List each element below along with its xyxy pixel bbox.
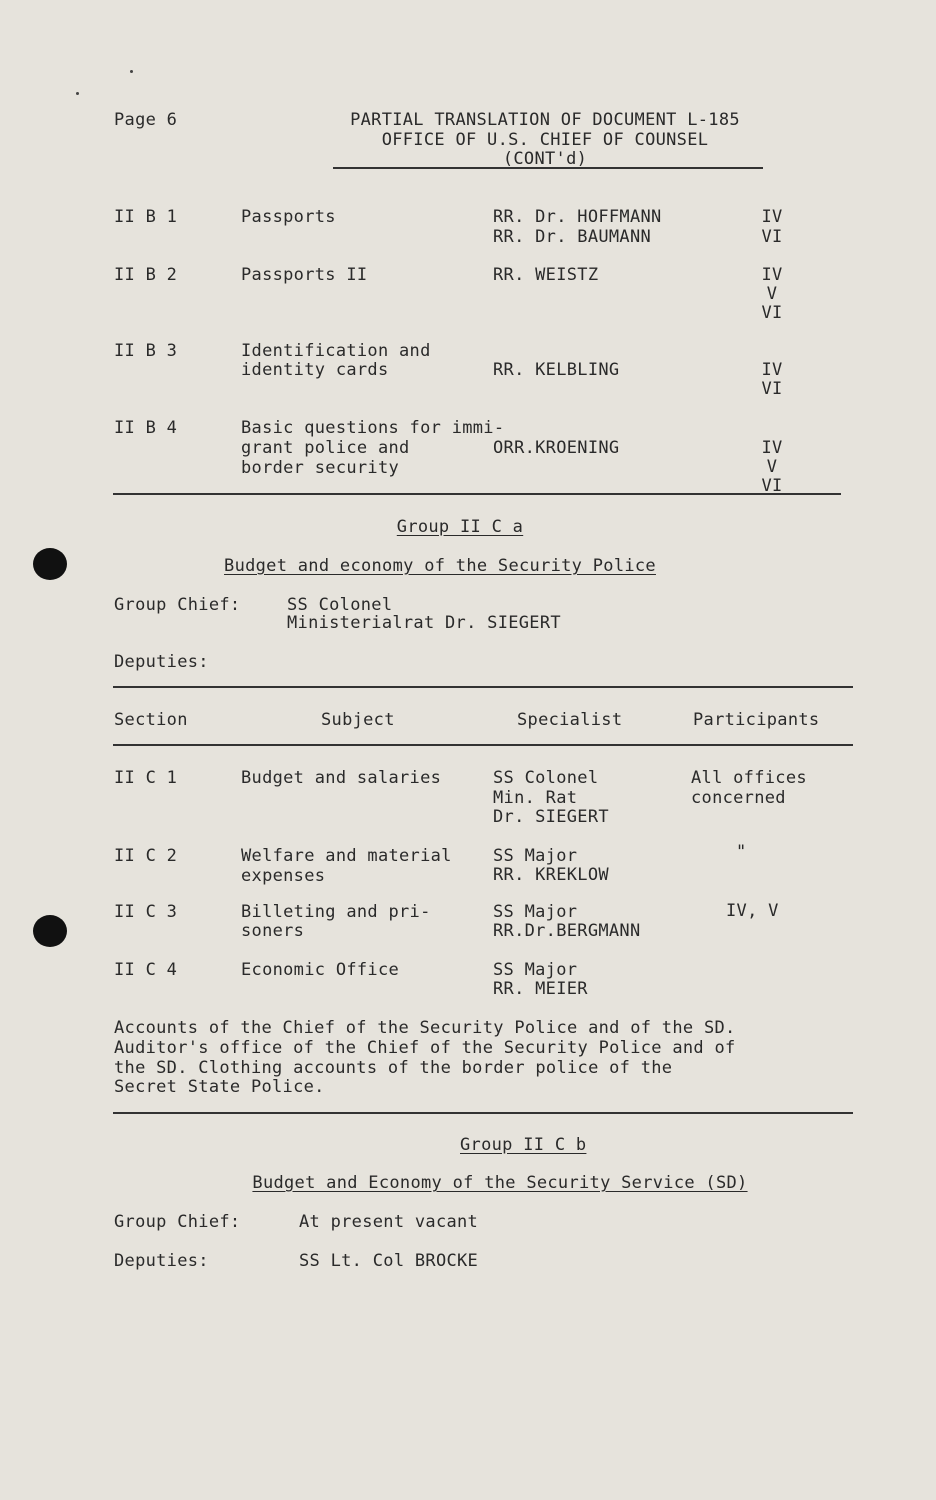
group-cb-subheading: Budget and Economy of the Security Service (SD) xyxy=(252,1173,748,1193)
note-line-1: Accounts of the Chief of the Security Police and of the SD. xyxy=(114,1018,736,1038)
c3-specialist-1: SS Major xyxy=(493,902,578,922)
c4-section: II C 4 xyxy=(114,960,178,980)
b2-section: II B 2 xyxy=(114,265,178,285)
page-label: Page 6 xyxy=(114,110,178,130)
c4-specialist-1: SS Major xyxy=(493,960,578,980)
note-line-2: Auditor's office of the Chief of the Security Police and of xyxy=(114,1038,736,1058)
b3-subject-1: Identification and xyxy=(241,341,431,361)
group-ca-chief-label: Group Chief: xyxy=(114,595,241,615)
b4-subject-2: grant police and xyxy=(241,438,410,458)
c1-participant-1: All offices xyxy=(691,768,807,788)
c2-participant-ditto: " xyxy=(736,842,747,862)
group-ca-deputies-label: Deputies: xyxy=(114,652,209,672)
group-cb-deputies-label: Deputies: xyxy=(114,1251,209,1271)
b4-subject-1: Basic questions for immi- xyxy=(241,418,505,438)
c3-specialist-2: RR.Dr.BERGMANN xyxy=(493,921,641,941)
b3-specialist: RR. KELBLING xyxy=(493,360,620,380)
group-cb-deputies-value: SS Lt. Col BROCKE xyxy=(299,1251,479,1271)
b4-subject-3: border security xyxy=(241,458,400,478)
b2-participant-2: V xyxy=(766,284,778,304)
c3-section: II C 3 xyxy=(114,902,178,922)
b3-section: II B 3 xyxy=(114,341,178,361)
group-ca-heading: Group II C a xyxy=(396,517,524,537)
col-header-section: Section xyxy=(114,710,188,730)
group-cb-chief-value: At present vacant xyxy=(299,1212,479,1232)
b1-participant-2: VI xyxy=(761,227,783,247)
c2-specialist-2: RR. KREKLOW xyxy=(493,865,609,885)
group-ca-chief-line-1: SS Colonel xyxy=(287,595,393,615)
b3-subject-2: identity cards xyxy=(241,360,389,380)
table-header-rule xyxy=(113,744,853,746)
c1-subject: Budget and salaries xyxy=(241,768,442,788)
header-underline xyxy=(333,167,763,169)
note-line-4: Secret State Police. xyxy=(114,1077,325,1097)
c1-participant-2: concerned xyxy=(691,788,786,808)
b2-participant-3: VI xyxy=(761,303,783,323)
c1-section: II C 1 xyxy=(114,768,178,788)
b4-specialist: ORR.KROENING xyxy=(493,438,620,458)
b2-participant-1: IV xyxy=(761,265,783,285)
c2-subject-2: expenses xyxy=(241,866,326,886)
b1-subject: Passports xyxy=(241,207,336,227)
group-ca-subheading: Budget and economy of the Security Police xyxy=(224,556,656,576)
b3-participant-2: VI xyxy=(761,379,783,399)
b1-specialist-2: RR. Dr. BAUMANN xyxy=(493,227,652,247)
c1-specialist-3: Dr. SIEGERT xyxy=(493,807,609,827)
group-cb-heading: Group II C b xyxy=(460,1135,587,1155)
c3-subject-2: soners xyxy=(241,921,305,941)
speck-mark xyxy=(76,92,79,95)
b4-participant-2: V xyxy=(766,457,778,477)
b1-section: II B 1 xyxy=(114,207,178,227)
b2-specialist: RR. WEISTZ xyxy=(493,265,599,285)
b4-participant-3: VI xyxy=(761,476,783,496)
c1-specialist-1: SS Colonel xyxy=(493,768,599,788)
c2-specialist-1: SS Major xyxy=(493,846,578,866)
c1-specialist-2: Min. Rat xyxy=(493,788,578,808)
b4-participant-1: IV xyxy=(761,438,783,458)
b4-section: II B 4 xyxy=(114,418,178,438)
c4-subject: Economic Office xyxy=(241,960,400,980)
note-line-3: the SD. Clothing accounts of the border police of the xyxy=(114,1058,673,1078)
b1-participant-1: IV xyxy=(761,207,783,227)
title-line-1: PARTIAL TRANSLATION OF DOCUMENT L-185 xyxy=(350,110,740,130)
c4-specialist-2: RR. MEIER xyxy=(493,979,588,999)
b1-specialist-1: RR. Dr. HOFFMANN xyxy=(493,207,662,227)
b2-subject: Passports II xyxy=(241,265,368,285)
group-cb-chief-label: Group Chief: xyxy=(114,1212,241,1232)
c3-participants: IV, V xyxy=(726,901,779,921)
group-b-bottom-rule xyxy=(113,493,841,495)
section-divider-rule xyxy=(113,1112,853,1114)
table-top-rule xyxy=(113,686,853,688)
col-header-subject: Subject xyxy=(321,710,395,730)
punch-hole-lower xyxy=(33,915,67,947)
col-header-participants: Participants xyxy=(693,710,820,730)
speck-mark xyxy=(130,70,133,73)
punch-hole-upper xyxy=(33,548,67,580)
c2-subject-1: Welfare and material xyxy=(241,846,452,866)
c2-section: II C 2 xyxy=(114,846,178,866)
title-line-2: OFFICE OF U.S. CHIEF OF COUNSEL xyxy=(381,130,709,150)
c3-subject-1: Billeting and pri- xyxy=(241,902,431,922)
group-ca-chief-line-2: Ministerialrat Dr. SIEGERT xyxy=(287,613,561,633)
col-header-specialist: Specialist xyxy=(517,710,623,730)
b3-participant-1: IV xyxy=(761,360,783,380)
title-line-3: (CONT'd) xyxy=(502,149,588,169)
